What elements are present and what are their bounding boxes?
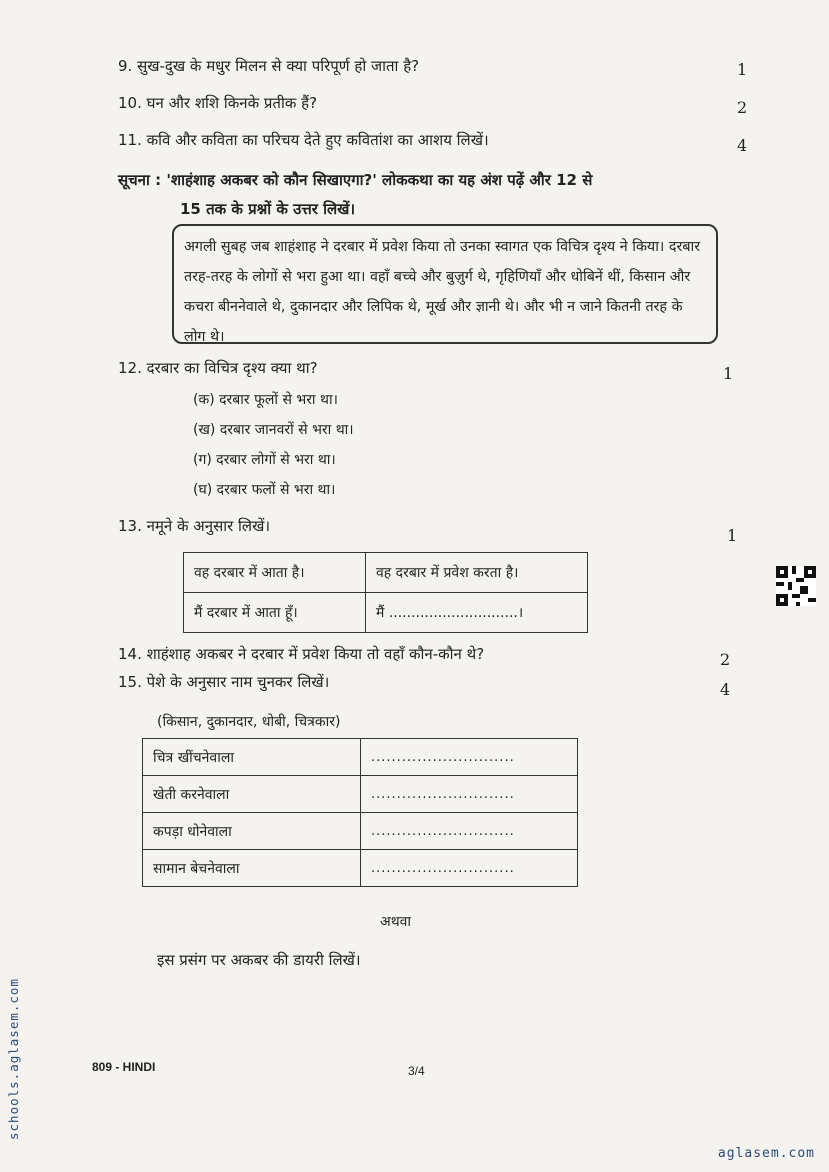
table-cell: मैं दरबार में आता हूँ। <box>184 593 366 633</box>
question-14-marks: 2 <box>720 650 731 669</box>
question-12: 12. दरबार का विचित्र दृश्य क्या था? <box>118 359 318 377</box>
sample-table <box>183 552 588 633</box>
question-10-marks: 2 <box>737 98 748 117</box>
question-9: 9. सुख-दुख के मधुर मिलन से क्या परिपूर्ण हो जाता है? <box>118 57 420 75</box>
paper-code: 809 - HINDI <box>92 1060 156 1074</box>
passage-box: अगली सुबह जब शाहंशाह ने दरबार में प्रवेश किया तो उनका स्वागत एक विचित्र दृश्य ने किया। दरबार तरह-तरह के लोगों से भरा हुआ था। वहाँ बच्चे और बुज़ुर्ग थे, गृहिणियाँ और धोबिनें थीं, किसान और कचरा बीननेवाले थे, दुकानदार और लिपिक थे, मूर्ख और ज्ञानी थे। और भी न जाने कितनी तरह के लोग थे। <box>172 224 718 344</box>
table-row <box>143 776 578 813</box>
bottom-watermark: aglasem.com <box>717 1146 815 1161</box>
question-13-marks: 1 <box>727 526 738 545</box>
answer-blank: ............................ <box>361 850 578 887</box>
answer-blank: ............................ <box>361 776 578 813</box>
question-11: 11. कवि और कविता का परिचय देते हुए कवितांश का आशय लिखें। <box>118 131 489 149</box>
question-10: 10. घन और शशि किनके प्रतीक हैं? <box>118 94 318 112</box>
answer-blank: ............................ <box>361 739 578 776</box>
or-label: अथवा <box>380 914 412 930</box>
table-cell: वह दरबार में आता है। <box>184 553 366 593</box>
option-ka: (क) दरबार फूलों से भरा था। <box>193 392 338 408</box>
table-cell: चित्र खींचनेवाला <box>143 739 361 776</box>
table-cell: मैं .............................। <box>366 593 588 633</box>
question-15-marks: 4 <box>720 680 731 699</box>
question-12-marks: 1 <box>723 364 734 383</box>
profession-choices: (किसान, दुकानदार, धोबी, चित्रकार) <box>157 714 341 730</box>
side-watermark: schools.aglasem.com <box>6 978 21 1140</box>
notice-line-2: 15 तक के प्रश्नों के उत्तर लिखें। <box>180 200 356 218</box>
notice-line-1: सूचना : 'शाहंशाह अकबर को कौन सिखाएगा?' लोककथा का यह अंश पढ़ें और 12 से <box>118 171 593 189</box>
question-14: 14. शाहंशाह अकबर ने दरबार में प्रवेश किया तो वहाँ कौन-कौन थे? <box>118 645 485 663</box>
profession-table <box>142 738 578 887</box>
option-ga: (ग) दरबार लोगों से भरा था। <box>193 452 336 468</box>
question-11-marks: 4 <box>737 136 748 155</box>
table-cell: कपड़ा धोनेवाला <box>143 813 361 850</box>
question-15: 15. पेशे के अनुसार नाम चुनकर लिखें। <box>118 673 330 691</box>
table-cell: खेती करनेवाला <box>143 776 361 813</box>
option-gha: (घ) दरबार फलों से भरा था। <box>193 482 336 498</box>
table-row <box>184 553 588 593</box>
table-cell: वह दरबार में प्रवेश करता है। <box>366 553 588 593</box>
page-number: 3/4 <box>408 1064 425 1078</box>
table-cell: सामान बेचनेवाला <box>143 850 361 887</box>
table-row <box>143 739 578 776</box>
table-row <box>184 593 588 633</box>
qr-code-icon <box>776 566 816 606</box>
answer-blank: ............................ <box>361 813 578 850</box>
option-kha: (ख) दरबार जानवरों से भरा था। <box>193 422 354 438</box>
question-13: 13. नमूने के अनुसार लिखें। <box>118 517 271 535</box>
table-row <box>143 813 578 850</box>
question-9-marks: 1 <box>737 60 748 79</box>
alternate-question: इस प्रसंग पर अकबर की डायरी लिखें। <box>157 951 361 969</box>
table-row <box>143 850 578 887</box>
